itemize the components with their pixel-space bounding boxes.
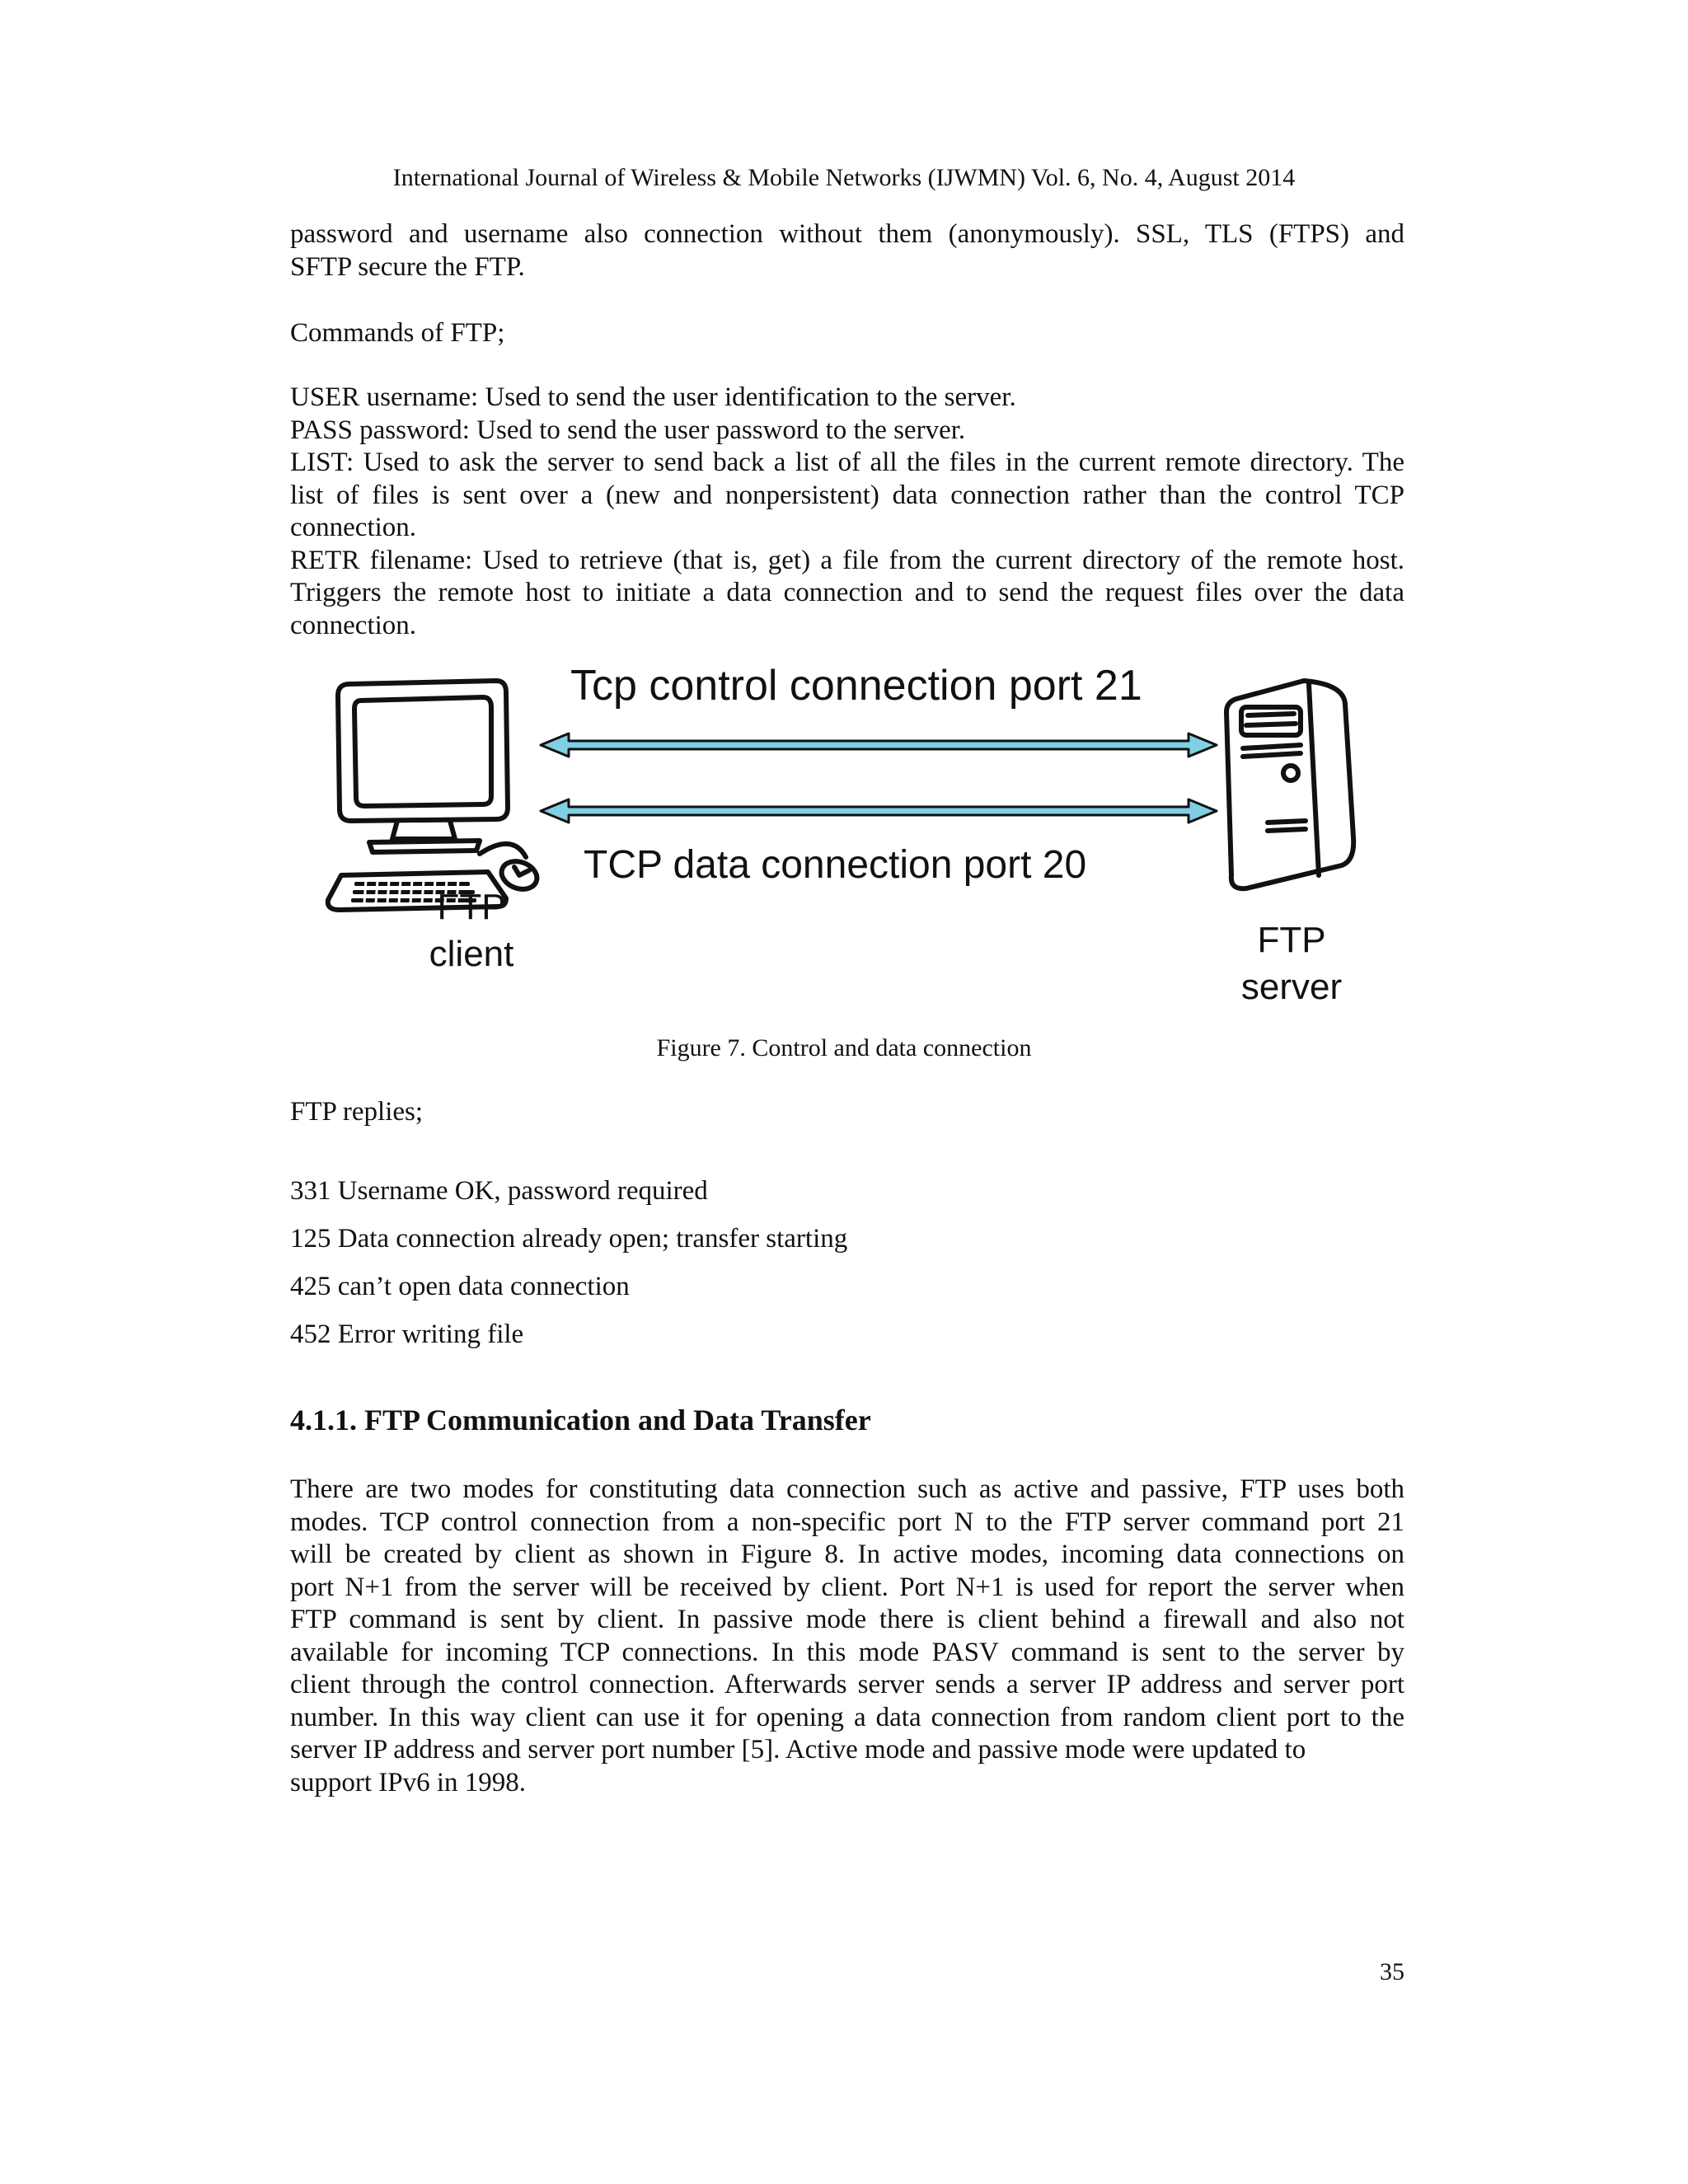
client-computer-icon	[328, 681, 541, 910]
command-line: PASS password: Used to send the user password to the server.	[290, 415, 966, 445]
control-connection-arrow	[541, 733, 1217, 757]
ftp-client-label-line2: client	[429, 934, 514, 974]
figure-caption: Figure 7. Control and data connection	[656, 1034, 1032, 1062]
command-line: LIST: Used to ask the server to send back a list of all the files in the current remote directory. The	[290, 448, 1404, 477]
ftp-server-label-line1: FTP	[1257, 920, 1326, 960]
section-line: FTP command is sent by client. In passive mode there is client behind a firewall and also not	[290, 1605, 1404, 1634]
replies-list	[290, 1174, 1404, 1366]
command-line: USER username: Used to send the user identification to the server.	[290, 382, 1016, 412]
figure-control-data-connection	[290, 659, 1404, 1022]
running-header: International Journal of Wireless & Mobile Networks (IJWMN) Vol. 6, No. 4, August 2014	[392, 164, 1296, 191]
ftp-client-label-line1: FTP	[437, 887, 506, 927]
ftp-server-label	[1221, 916, 1362, 1010]
command-line: list of files is sent over a (new and nonpersistent) data connection rather than the control TCP	[290, 480, 1404, 510]
section-line: number. In this way client can use it for opening a data connection from random client port to the	[290, 1702, 1404, 1732]
intro-line: password and username also connection without them (anonymously). SSL, TLS (FTPS) and	[290, 219, 1404, 249]
section-line: available for incoming TCP connections. In this mode PASV command is sent to the server by	[290, 1637, 1404, 1667]
page-number: 35	[1380, 1958, 1404, 1985]
section-line: support IPv6 in 1998.	[290, 1767, 527, 1797]
command-line: connection.	[290, 513, 417, 542]
section-line: modes. TCP control connection from a non-specific port N to the FTP server command port 21	[290, 1507, 1404, 1537]
section-heading: 4.1.1. FTP Communication and Data Transfer	[290, 1404, 871, 1436]
server-tower-icon	[1226, 681, 1353, 888]
ftp-client-label	[414, 883, 529, 977]
section-line: There are two modes for constituting data connection such as active and passive, FTP uses both	[290, 1474, 1404, 1504]
commands-list	[290, 382, 1404, 642]
section-line: client through the control connection. Afterwards server sends a server IP address and server port	[290, 1670, 1404, 1699]
command-line: connection.	[290, 610, 417, 640]
reply-item: 331 Username OK, password required	[290, 1176, 708, 1206]
control-connection-label: Tcp control connection port 21	[570, 662, 1142, 710]
ftp-server-label-line2: server	[1240, 967, 1343, 1007]
data-connection-arrow	[541, 799, 1217, 823]
reply-item: 452 Error writing file	[290, 1319, 524, 1349]
section-line: server IP address and server port number [5]. Active mode and passive mode were updated to	[290, 1735, 1306, 1765]
replies-title: FTP replies;	[290, 1097, 424, 1127]
data-connection-label: TCP data connection port 20	[584, 843, 1087, 887]
intro-paragraph	[290, 218, 1404, 284]
command-line: RETR filename: Used to retrieve (that is, get) a file from the current directory of the remote host.	[290, 545, 1404, 575]
section-line: will be created by client as shown in Figure 8. In active modes, incoming data connections on	[290, 1540, 1404, 1569]
section-paragraph	[290, 1474, 1404, 1799]
section-line: port N+1 from the server will be received by client. Port N+1 is used for report the server when	[290, 1572, 1404, 1602]
reply-item: 425 can’t open data connection	[290, 1272, 630, 1301]
intro-line: SFTP secure the FTP.	[290, 251, 525, 282]
commands-title: Commands of FTP;	[290, 318, 505, 348]
reply-item: 125 Data connection already open; transfer starting	[290, 1224, 848, 1254]
command-line: Triggers the remote host to initiate a data connection and to send the request files over the data	[290, 578, 1404, 607]
